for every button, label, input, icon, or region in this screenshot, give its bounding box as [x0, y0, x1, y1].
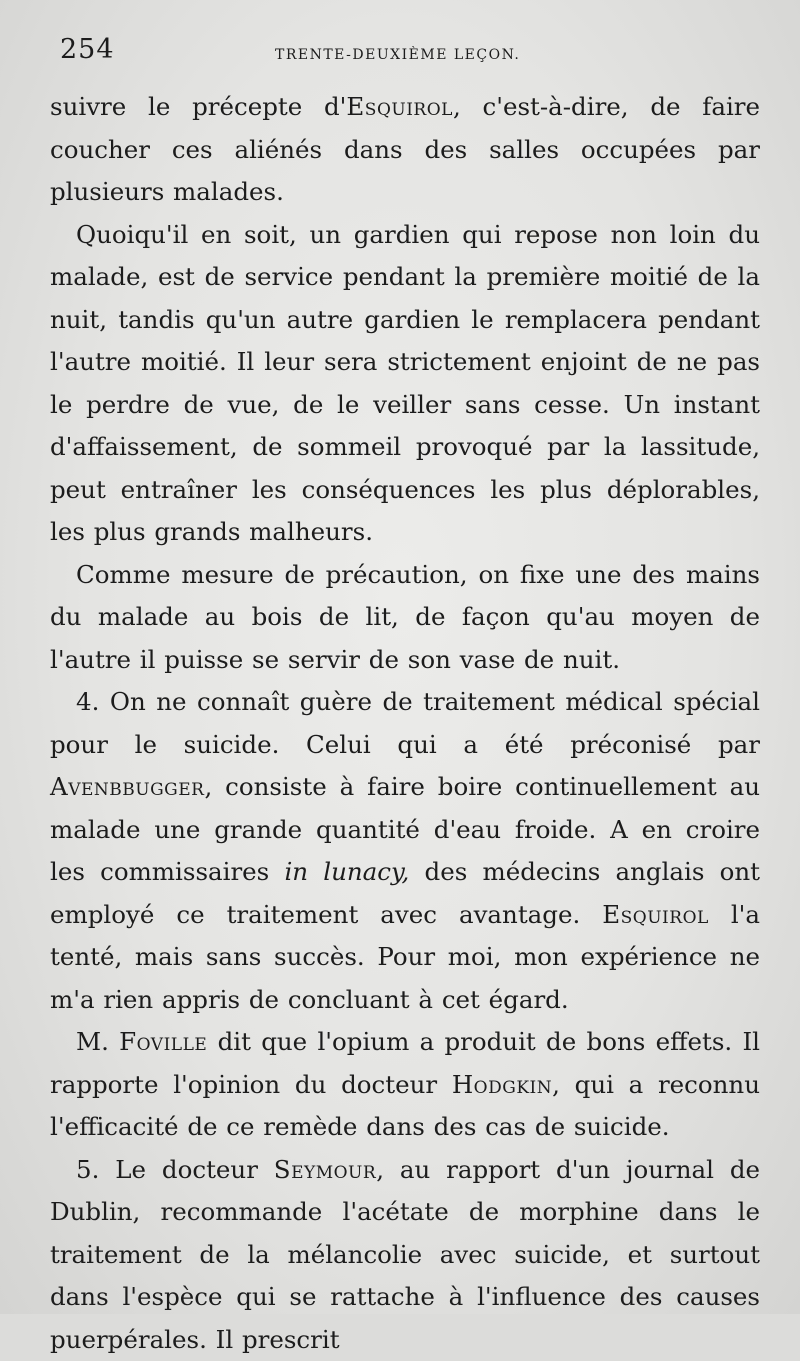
paragraph — [50, 681, 760, 1021]
text-run: , au rapport d'un journal de Dublin, recommande l'acétate de morphine dans le traitement de la mélancolie avec suicide, et surtout dans l'espèce qui se rattache à l'influence des causes puerpérales. Il prescrit — [50, 1155, 760, 1354]
running-head: TRENTE-DEUXIÈME LEÇON. — [275, 47, 520, 63]
author-name: Hodgkin — [452, 1070, 552, 1099]
author-name: Seymour — [274, 1155, 376, 1184]
page-header — [60, 34, 760, 74]
author-name: Avenbbugger — [50, 772, 204, 801]
text-run: des médecins anglais ont employé ce traitement avec avantage. — [50, 857, 760, 929]
author-name: Esquirol — [602, 900, 709, 929]
text-run: , consiste à faire boire continuellement au malade une grande quantité d'eau froide. A en croire les commissaires — [50, 772, 760, 886]
text-run: 5. Le docteur — [76, 1155, 274, 1184]
paragraph — [50, 86, 760, 214]
paragraph — [50, 214, 760, 554]
text-run: M. — [76, 1027, 119, 1056]
text-run: Comme mesure de précaution, on fixe une des mains du malade au bois de lit, de façon qu'au moyen de l'autre il puisse se servir de son vase de nuit. — [50, 560, 760, 674]
paragraph — [50, 554, 760, 682]
paragraph — [50, 1149, 760, 1361]
author-name: Esquirol — [346, 92, 453, 121]
italic-text: in lunacy, — [284, 857, 409, 886]
text-run: 4. On ne connaît guère de traitement médical spécial pour le suicide. Celui qui a été préconisé par — [50, 687, 760, 759]
text-run: suivre le précepte d' — [50, 92, 346, 121]
author-name: Foville — [119, 1027, 207, 1056]
text-run: Quoiqu'il en soit, un gardien qui repose non loin du malade, est de service pendant la première moitié de la nuit, tandis qu'un autre gardien le remplacera pendant l'autre moitié. Il leur sera strictement enjoint de ne pas le perdre de vue, de le veiller sans cesse. Un instant d'affaissement, de sommeil provoqué par la lassitude, peut entraîner les conséquences les plus déplorables, les plus grands malheurs. — [50, 220, 760, 547]
page-number: 254 — [60, 34, 115, 65]
body-text — [50, 86, 760, 1361]
text-run: , c'est-à-dire, de faire coucher ces aliénés dans des salles occupées par plusieurs malades. — [50, 92, 760, 206]
text-run: dit que l'opium a produit de bons effets. Il rapporte l'opinion du docteur — [50, 1027, 760, 1099]
paragraph — [50, 1021, 760, 1149]
text-run: l'a tenté, mais sans succès. Pour moi, mon expérience ne m'a rien appris de concluant à cet égard. — [50, 900, 760, 1014]
text-run: , qui a reconnu l'efficacité de ce remède dans des cas de suicide. — [50, 1070, 760, 1142]
